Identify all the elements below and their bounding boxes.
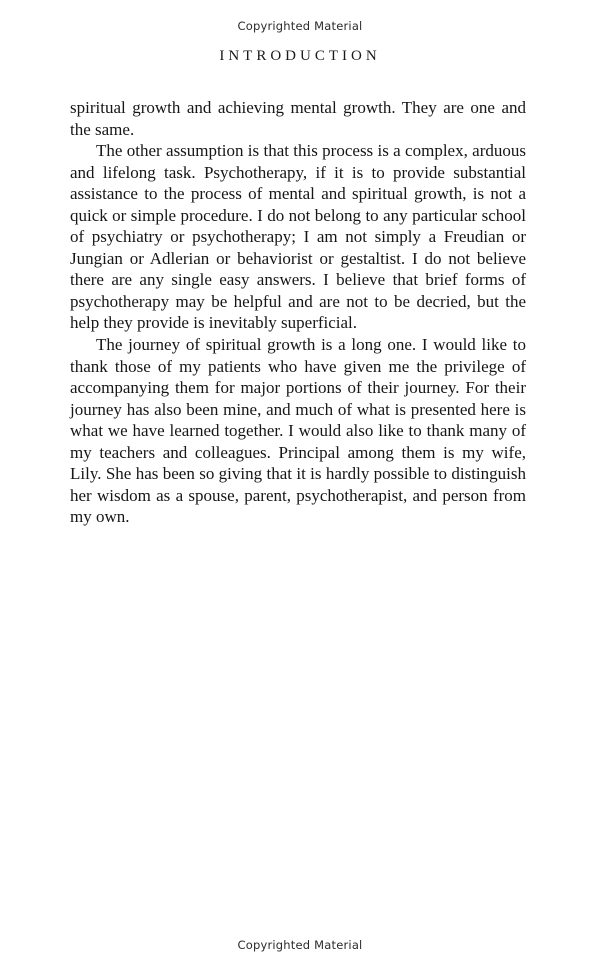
paragraph: The other assumption is that this process is a complex, arduous and lifelong task. Psychotherapy, if it is to provide substantial assistance to the process of mental and spiritual growth, is not a quick or simple procedure. I do not belong to any particular school of psychiatry or psychotherapy; I am not simply a Freudian or Jungian or Adlerian or behaviorist or gestaltist. I do not believe there are any single easy answers. I believe that brief forms of psychotherapy may be helpful and are not to be decried, but the help they provide is inevitably superficial. xyxy=(70,141,526,333)
paragraph: The journey of spiritual growth is a long one. I would like to thank those of my patients who have given me the privilege of accompanying them for major portions of their journey. For their journey has also been mine, and much of what is presented here is what we have learned together. I would also like to thank many of my teachers and colleagues. Principal among them is my wife, Lily. She has been so giving that it is hardly possible to distinguish her wisdom as a spouse, parent, psychotherapist, and person from my own. xyxy=(70,335,526,527)
chapter-title: INTRODUCTION xyxy=(219,48,381,64)
copyright-notice-bottom: Copyrighted Material xyxy=(237,938,363,952)
paragraph-continuation: spiritual growth and achieving mental growth. They are one and the same. xyxy=(70,98,526,139)
body-text xyxy=(70,97,526,528)
copyright-notice-top: Copyrighted Material xyxy=(237,19,363,33)
